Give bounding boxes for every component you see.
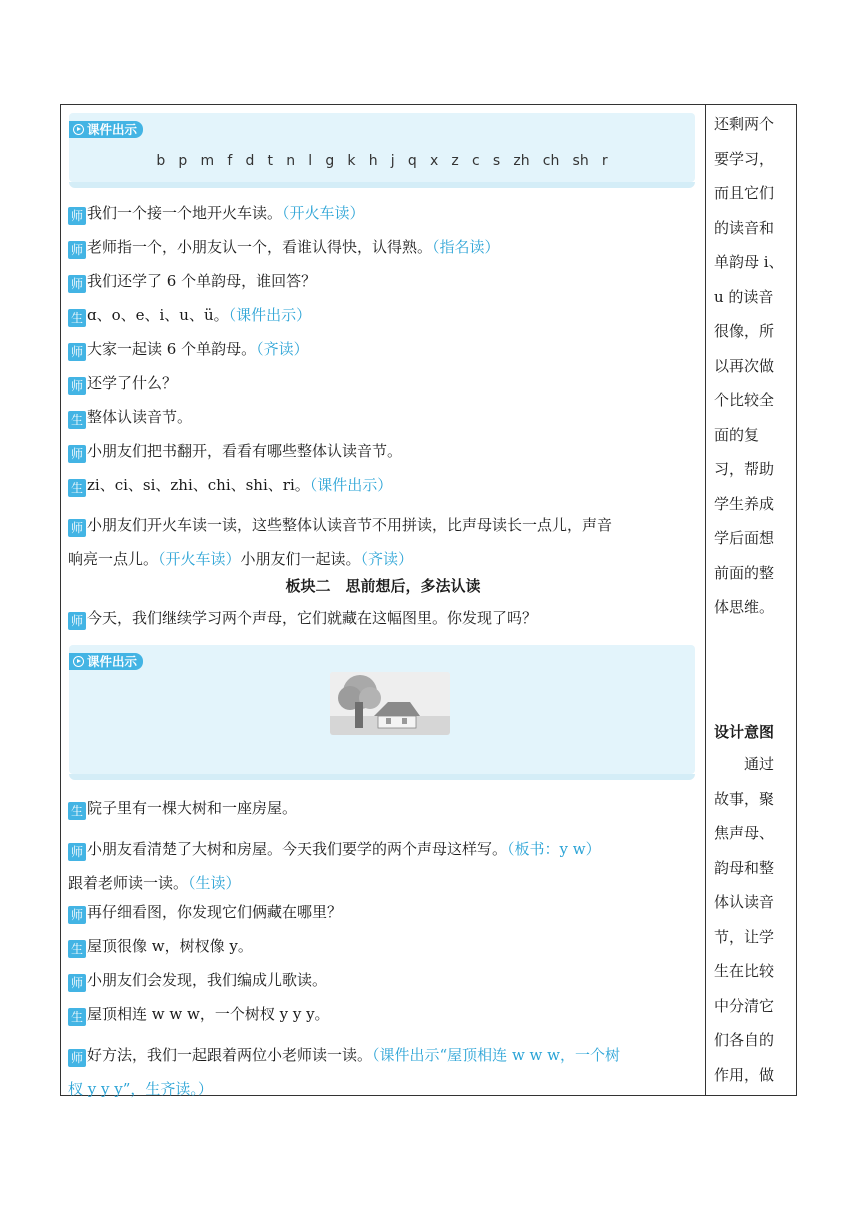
teacher-badge: 师: [68, 906, 86, 924]
dialogue-line: 师 老师指一个，小朋友认一个，看谁认得快，认得熟。（指名读）: [68, 237, 500, 259]
consonant-letter: d: [245, 153, 255, 169]
main-column: [61, 105, 705, 1098]
dialogue-line: 师 小朋友看清楚了大树和房屋。今天我们要学的两个声母这样写。（板书：y w） 跟着老师读一读。（生读）: [68, 840, 601, 892]
dialogue-line: 师 还学了什么？: [68, 373, 177, 395]
play-icon: [73, 124, 84, 135]
consonant-letter: q: [407, 153, 417, 169]
dialogue-line: 师 今天，我们继续学习两个声母，它们就藏在这幅图里。你发现了吗？: [68, 608, 537, 630]
teacher-badge: 师: [68, 275, 86, 293]
courseware-panel-letters: [69, 113, 695, 182]
dialogue-line: 生 zi、ci、si、zhi、chi、shi、ri。（课件出示）: [68, 475, 392, 497]
consonant-letter: c: [471, 153, 480, 169]
consonant-letter: m: [200, 153, 215, 169]
consonant-list: [69, 153, 695, 169]
consonant-letter: l: [308, 153, 313, 169]
dialogue-line: 师 小朋友们把书翻开，看看有哪些整体认读音节。: [68, 441, 402, 463]
teacher-badge: 师: [68, 343, 86, 361]
dialogue-line: 师 我们还学了 6 个单韵母，谁回答？: [68, 271, 316, 293]
consonant-letter: x: [429, 153, 439, 169]
courseware-label: 课件出示: [69, 121, 143, 138]
dialogue-line: 生 屋顶相连 w w w，一个树杈 y y y。: [68, 1004, 330, 1026]
teacher-badge: 师: [68, 843, 86, 861]
dialogue-line: 生 整体认读音节。: [68, 407, 192, 429]
dialogue-line: 生 院子里有一棵大树和一座房屋。: [68, 798, 297, 820]
consonant-letter: b: [156, 153, 166, 169]
consonant-letter: s: [492, 153, 501, 169]
teacher-badge: 师: [68, 377, 86, 395]
student-badge: 生: [68, 1008, 86, 1026]
dialogue-line: 师 我们一个接一个地开火车读。（开火车读）: [68, 203, 365, 225]
design-intent-title: 设计意图: [714, 723, 775, 741]
dialogue-line: 师 好方法，我们一起跟着两位小老师读一读。（课件出示“屋顶相连 w w w，一个树 杈 y y y”，生齐读。）: [68, 1046, 621, 1098]
design-note-text: 还剩两个 要学习， 而且它们 的读音和 单韵母 i、 u 的读音 很像，所 以再次做 个比较全 面的复 习，帮助 学生养成 学后面想 前面的整 体思维。: [714, 115, 784, 616]
consonant-letter: r: [601, 153, 608, 169]
student-badge: 生: [68, 411, 86, 429]
student-badge: 生: [68, 479, 86, 497]
student-badge: 生: [68, 309, 86, 327]
consonant-letter: g: [325, 153, 335, 169]
teacher-badge: 师: [68, 241, 86, 259]
teacher-badge: 师: [68, 974, 86, 992]
dialogue-line: 师 小朋友们开火车读一读，这些整体认读音节不用拼读，比声母读长一点儿，声音 响亮一点儿。（开火车读）小朋友们一起读。（齐读）: [68, 516, 613, 568]
consonant-letter: k: [347, 153, 356, 169]
design-notes-column: [706, 105, 797, 1095]
design-intent-text: 通过 故事，聚 焦声母、 韵母和整 体认读音 节，让学 生在比较 中分清它 们各自的 作用，做: [714, 755, 775, 1084]
teacher-badge: 师: [68, 445, 86, 463]
consonant-letter: ch: [542, 153, 560, 169]
play-icon: [73, 656, 84, 667]
consonant-letter: zh: [513, 153, 530, 169]
consonant-letter: p: [178, 153, 188, 169]
student-badge: 生: [68, 802, 86, 820]
courseware-panel-picture: [69, 645, 695, 774]
lesson-table: [60, 104, 797, 1096]
teacher-badge: 师: [68, 519, 86, 537]
consonant-letter: j: [390, 153, 395, 169]
section-heading: 板块二 思前想后，多法认读: [285, 577, 481, 595]
dialogue-line: 生 ɑ、o、e、i、u、ü。（课件出示）: [68, 305, 311, 327]
dialogue-line: 师 小朋友们会发现，我们编成儿歌读。: [68, 970, 327, 992]
tree-and-house-illustration: [330, 672, 450, 735]
dialogue-line: 师 再仔细看图，你发现它们俩藏在哪里？: [68, 902, 342, 924]
consonant-letter: t: [267, 153, 274, 169]
courseware-label: 课件出示: [69, 653, 143, 670]
consonant-letter: n: [286, 153, 296, 169]
dialogue-line: 师 大家一起读 6 个单韵母。（齐读）: [68, 339, 309, 361]
teacher-badge: 师: [68, 1049, 86, 1067]
teacher-badge: 师: [68, 207, 86, 225]
teacher-badge: 师: [68, 612, 86, 630]
consonant-letter: sh: [572, 153, 589, 169]
consonant-letter: h: [368, 153, 378, 169]
consonant-letter: z: [451, 153, 459, 169]
dialogue-line: 生 屋顶很像 w，树杈像 y。: [68, 936, 253, 958]
consonant-letter: f: [227, 153, 233, 169]
student-badge: 生: [68, 940, 86, 958]
